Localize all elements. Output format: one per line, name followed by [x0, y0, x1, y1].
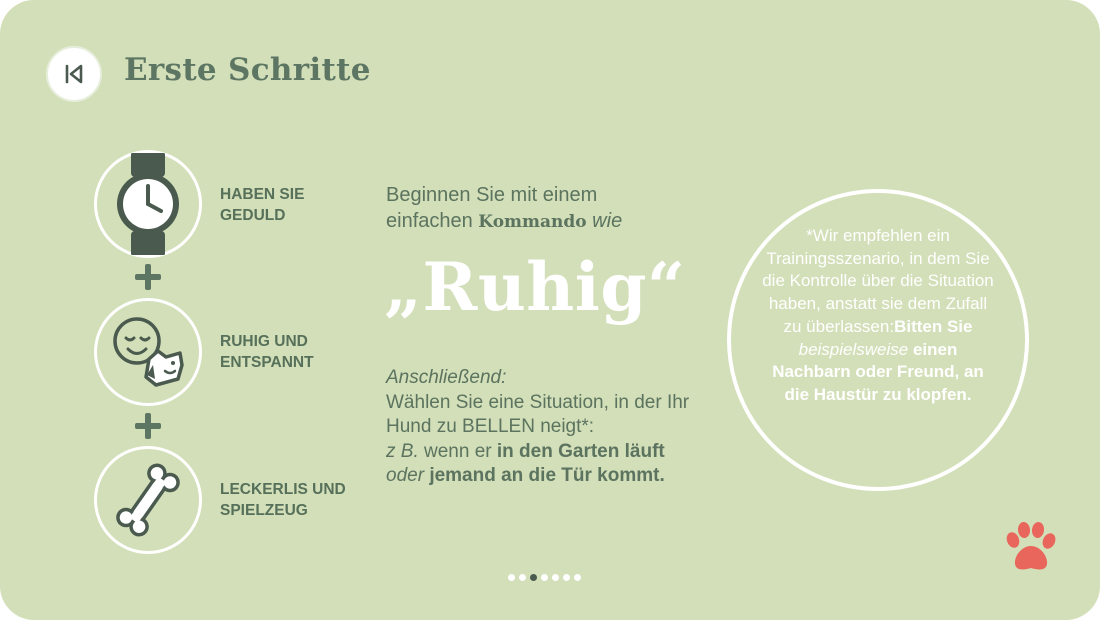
step-label-calm: RUHIG UND ENTSPANNT: [220, 333, 314, 371]
pagination-dot[interactable]: [519, 574, 526, 581]
pagination-dot[interactable]: [541, 574, 548, 581]
intro-line2-b: wie: [586, 210, 623, 232]
pagination-dots: [508, 574, 581, 581]
intro-text: [386, 182, 706, 235]
pagination-dot[interactable]: [508, 574, 515, 581]
skip-back-icon: [62, 62, 86, 86]
step-label-treats: LECKERLIS UND SPIELZEUG: [220, 481, 346, 519]
pagination-dot[interactable]: [563, 574, 570, 581]
instruction-oder: oder: [386, 465, 425, 486]
note-bold-b: einen Nachbarn oder Freund, an die Haustür zu klopfen.: [772, 339, 984, 404]
instruction-text: [386, 366, 726, 489]
plus-icon: [135, 413, 161, 439]
step-circle-patience: [94, 150, 202, 258]
intro-line1: Beginnen Sie mit einem: [386, 184, 598, 206]
step-circle-calm: [94, 298, 202, 406]
note-text: [762, 225, 994, 407]
step-label-patience: HABEN SIE GEDULD: [220, 186, 305, 224]
page-title: Erste Schritte: [124, 52, 371, 88]
command-word: „Ruhig“: [384, 248, 686, 326]
instruction-zb: z B.: [386, 440, 419, 462]
pagination-dot[interactable]: [574, 574, 581, 581]
pagination-dot[interactable]: [552, 574, 559, 581]
note-bold-a: Bitten Sie: [894, 316, 973, 336]
instruction-bold2: jemand an die Tür kommt.: [429, 465, 665, 486]
paw-icon: [1000, 518, 1060, 578]
relaxed-dog-face-icon: [97, 301, 199, 403]
instruction-lead: Anschließend:: [386, 367, 507, 388]
instruction-bold1: in den Garten läuft: [496, 440, 665, 462]
bone-icon: [97, 449, 199, 551]
instruction-text2: wenn er: [418, 440, 497, 462]
step-circle-treats: [94, 446, 202, 554]
note-body: *Wir empfehlen ein Trainingsszenario, in dem Sie die Kontrolle über die Situation haben, anstatt sie dem Zufall zu überlassen:: [762, 226, 994, 336]
instruction-text1: Wählen Sie eine Situation, in der Ihr Hund zu BELLEN neigt*:: [386, 391, 690, 437]
plus-icon: [135, 264, 161, 290]
intro-line2-a: einfachen: [386, 210, 479, 232]
back-button[interactable]: [46, 46, 102, 102]
intro-keyword: Kommando: [478, 212, 587, 232]
watch-icon: [97, 153, 199, 255]
pagination-dot[interactable]: [530, 574, 537, 581]
note-italic: beispielsweise: [798, 339, 909, 359]
